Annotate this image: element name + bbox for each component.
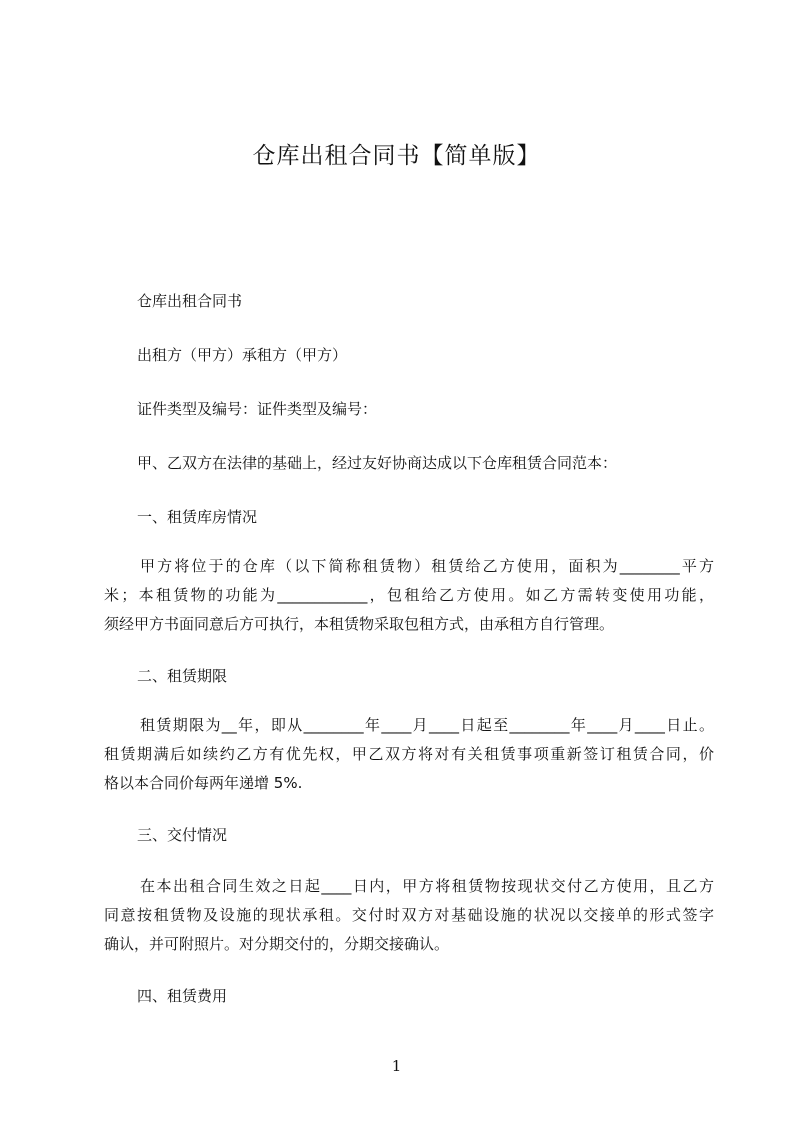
- id-info-line: 证件类型及编号：证件类型及编号：: [137, 400, 378, 418]
- paragraph-line: 甲方将位于的仓库（以下简称租赁物）租赁给乙方使用，面积为________平方: [140, 557, 714, 575]
- page-number: 1: [391, 1057, 402, 1075]
- section-heading-1: 一、租赁库房情况: [137, 508, 258, 526]
- section-paragraph-3: [104, 872, 714, 959]
- section-heading-4: 四、租赁费用: [137, 987, 228, 1005]
- parties-line: 出租方（甲方）承租方（甲方）: [137, 346, 348, 364]
- paragraph-line: 租赁期满后如续约乙方有优先权，甲乙双方将对有关租赁事项重新签订租赁合同，价: [104, 745, 714, 763]
- intro-paragraph: 甲、乙双方在法律的基础上，经过友好协商达成以下仓库租赁合同范本：: [137, 454, 618, 472]
- section-paragraph-1: [104, 552, 714, 639]
- paragraph-line: 确认，并可附照片。对分期交付的，分期交接确认。: [104, 935, 450, 953]
- contract-heading: 仓库出租合同书: [137, 292, 243, 310]
- paragraph-line: 在本出租合同生效之日起____日内，甲方将租赁物按现状交付乙方使用，且乙方: [140, 877, 714, 895]
- paragraph-line: 格以本合同价每两年递增 5%.: [104, 774, 303, 792]
- paragraph-line: 同意按租赁物及设施的现状承租。交付时双方对基础设施的状况以交接单的形式签字: [104, 906, 714, 924]
- paragraph-line: 米；本租赁物的功能为____________，包租给乙方使用。如乙方需转变使用功能，: [104, 586, 714, 604]
- document-title: 仓库出租合同书【简单版】: [252, 143, 541, 169]
- section-heading-2: 二、租赁期限: [137, 667, 228, 685]
- paragraph-line: 租赁期限为__年，即从________年____月____日起至________年____月____日止。: [140, 716, 714, 734]
- section-heading-3: 三、交付情况: [137, 826, 228, 844]
- section-paragraph-2: [104, 711, 714, 798]
- paragraph-line: 须经甲方书面同意后方可执行，本租赁物采取包租方式，由承租方自行管理。: [104, 615, 615, 633]
